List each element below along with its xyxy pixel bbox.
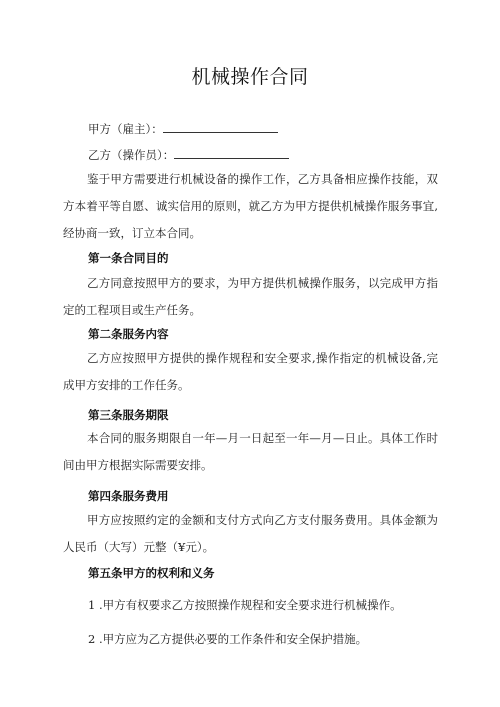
section-4-body: 甲方应按照约定的金额和支付方式向乙方支付服务费用。具体金额为人民币（大写）元整（¥元）。	[63, 513, 438, 554]
section-3-heading: 第三条服务期限	[88, 408, 169, 422]
party-a-blank	[163, 121, 278, 133]
section-3-body: 本合同的服务期限自一年—月一日起至一年—月—日止。具体工作时间由甲方根据实际需要安排。	[63, 431, 438, 472]
section-5-item-1: 1 .甲方有权要求乙方按照操作规程和安全要求进行机械操作。	[88, 598, 402, 612]
section-4-heading: 第四条服务费用	[88, 489, 169, 503]
document-title: 机械操作合同	[191, 66, 309, 88]
party-a-label: 甲方（雇主）：	[88, 122, 163, 136]
party-b-blank	[174, 147, 289, 159]
party-b-label: 乙方（操作员）：	[88, 148, 175, 162]
section-1-heading: 第一条合同目的	[88, 251, 169, 265]
section-2-body: 乙方应按照甲方提供的操作规程和安全要求,操作指定的机械设备,完成甲方安排的工作任务。	[63, 351, 438, 392]
preamble-paragraph: 鉴于甲方需要进行机械设备的操作工作，乙方具备相应操作技能，双方本着平等自愿、诚实信用的原则，就乙方为甲方提供机械操作服务事宜,经协商一致，订立本合同。	[63, 172, 438, 240]
party-b-line	[88, 147, 289, 163]
section-1-body: 乙方同意按照甲方的要求，为甲方提供机械操作服务，以完成甲方指定的工程项目或生产任务。	[63, 276, 438, 317]
section-2-heading: 第二条服务内容	[88, 327, 169, 341]
section-5-item-2: 2 .甲方应为乙方提供必要的工作条件和安全保护措施。	[88, 632, 368, 646]
party-a-line	[88, 121, 278, 137]
section-5-heading: 第五条甲方的权利和义务	[88, 566, 215, 580]
